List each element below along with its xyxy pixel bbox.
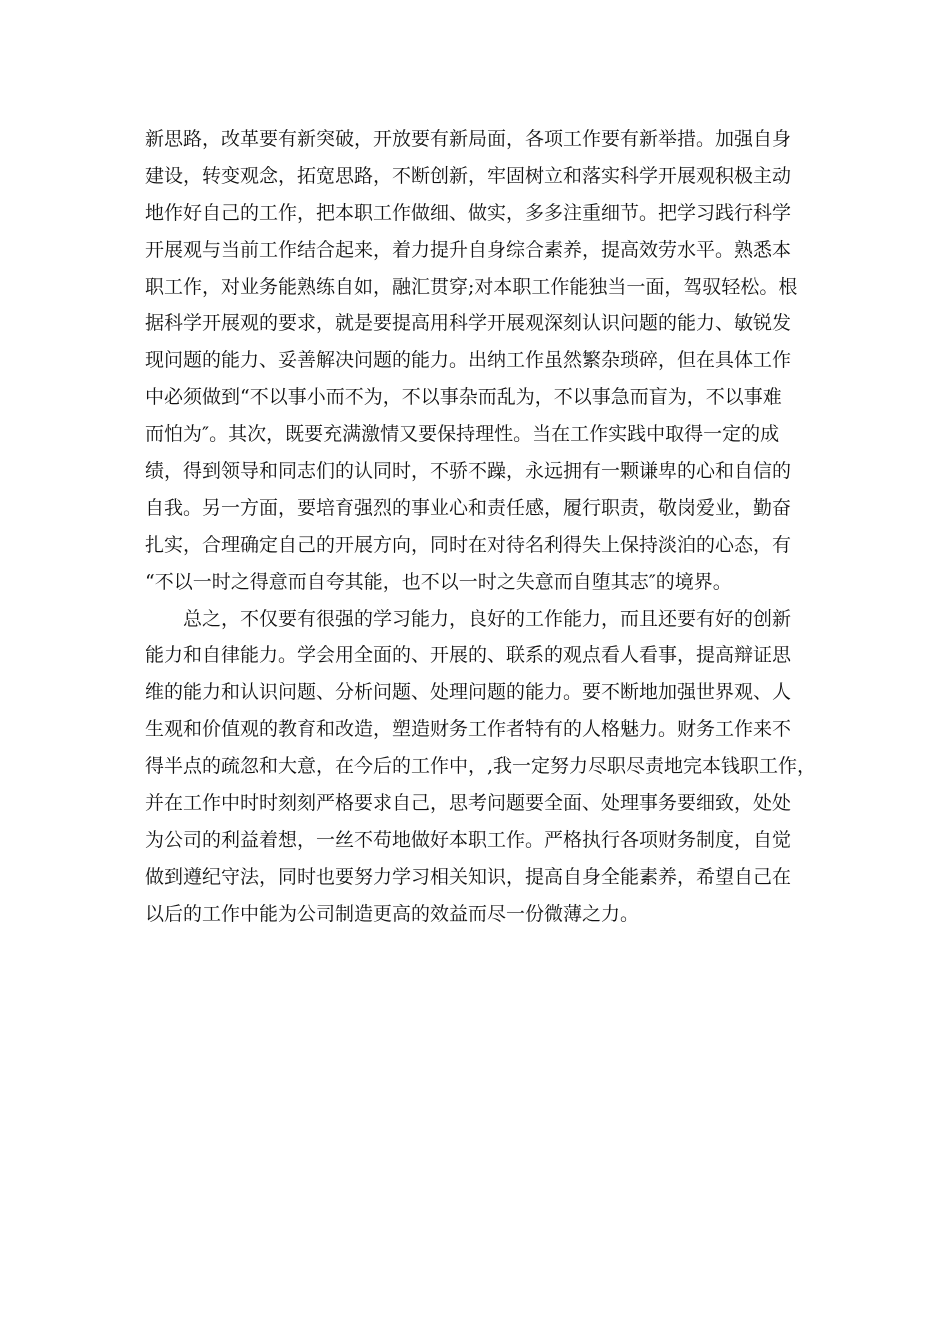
text-line: 绩，得到领导和同志们的认同时，不骄不躁，永远拥有一颗谦卑的心和自信的	[145, 460, 792, 483]
text-line: 以后的工作中能为公司制造更高的效益而尽一份微薄之力。	[145, 902, 640, 925]
text-line: 扎实，合理确定自己的开展方向，同时在对待名利得失上保持淡泊的心态，有	[145, 533, 792, 556]
paragraph-1	[145, 121, 825, 601]
document-body	[145, 121, 825, 933]
text-line: 而怕为″。其次，既要充满激情又要保持理性。当在工作实践中取得一定的成	[145, 423, 780, 446]
text-line: 建设，转变观念，拓宽思路，不断创新，牢固树立和落实科学开展观积极主动	[145, 164, 792, 187]
text-line: 职工作，对业务能熟练自如，融汇贯穿;对本职工作能独当一面，驾驭轻松。根	[145, 275, 798, 298]
text-line: 地作好自己的工作，把本职工作做细、做实，多多注重细节。把学习践行科学	[145, 201, 792, 224]
paragraph-2	[145, 601, 825, 933]
text-line: 维的能力和认识问题、分析问题、处理问题的能力。要不断地加强世界观、人	[145, 681, 792, 704]
text-line: 自我。另一方面，要培育强烈的事业心和责任感，履行职责，敬岗爱业，勤奋	[145, 496, 792, 519]
text-line-indented: 总之，不仅要有很强的学习能力，良好的工作能力，而且还要有好的创新	[183, 607, 792, 630]
text-line: 生观和价值观的教育和改造，塑造财务工作者特有的人格魅力。财务工作来不	[145, 718, 792, 741]
text-line: 据科学开展观的要求，就是要提高用科学开展观深刻认识问题的能力、敏锐发	[145, 312, 792, 335]
text-line: 开展观与当前工作结合起来，着力提升自身综合素养，提高效劳水平。熟悉本	[145, 238, 792, 261]
text-line: 中必须做到“不以事小而不为，不以事杂而乱为，不以事急而盲为，不以事难	[145, 386, 782, 409]
text-line: 能力和自律能力。学会用全面的、开展的、联系的观点看人看事，提高辩证思	[145, 644, 792, 667]
text-line: 做到遵纪守法，同时也要努力学习相关知识，提高自身全能素养，希望自己在	[145, 865, 792, 888]
text-line: 并在工作中时时刻刻严格要求自己，思考问题要全面、处理事务要细致，处处	[145, 792, 792, 815]
text-line: “不以一时之得意而自夸其能，也不以一时之失意而自堕其志″的境界。	[145, 570, 732, 593]
text-line: 现问题的能力、妥善解决问题的能力。出纳工作虽然繁杂琐碎，但在具体工作	[145, 349, 792, 372]
text-line: 得半点的疏忽和大意，在今后的工作中，,我一定努力尽职尽责地完本钱职工作，	[145, 755, 817, 778]
text-line: 新思路，改革要有新突破，开放要有新局面，各项工作要有新举措。加强自身	[145, 128, 792, 150]
text-line: 为公司的利益着想，一丝不苟地做好本职工作。严格执行各项财务制度，自觉	[145, 828, 792, 851]
